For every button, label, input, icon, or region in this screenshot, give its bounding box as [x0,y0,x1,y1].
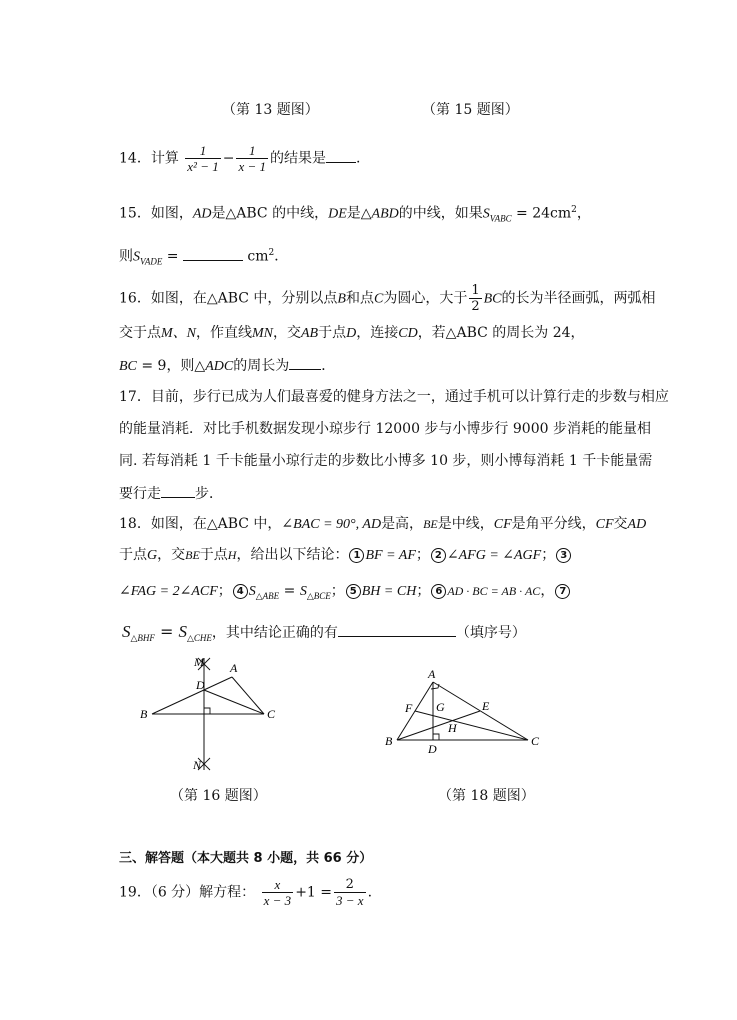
point-h: H [227,548,237,562]
q16-text: ，连接 [356,325,399,341]
fraction-1 [185,143,220,174]
area-symbol: S [122,622,131,641]
q16-text: 和点 [345,290,374,307]
frac-num: 2 [345,877,354,892]
area-value: = 24cm [511,205,572,222]
point-g: G [147,548,158,563]
q16-text: 如图，在△ABC 中，分别以点 [150,290,338,307]
unit: cm [242,248,269,265]
answer-blank[interactable] [326,148,356,163]
fraction-1 [262,877,294,908]
conclusion-3: ∠FAG = 2∠ACF [119,584,218,599]
answer-blank[interactable] [289,355,321,370]
question-18-line4 [122,622,526,648]
question-15-line1 [119,200,591,228]
equals: = [279,583,300,599]
label-b: B [140,707,148,721]
q16-text: 的周长为 [233,358,290,374]
area-symbol: S [248,584,256,599]
superscript: 2 [571,205,577,215]
conclusion-1: BF = AF [365,548,416,563]
plus-one-equals: +1 = [295,884,333,901]
q15-text: 是△ABC 的中线， [211,205,329,222]
answer-blank[interactable] [338,622,456,637]
q18-text: （填序号） [455,625,526,641]
segment-cf [415,711,528,740]
segment-ba [152,677,232,714]
right-angle-d [433,734,439,740]
period: ． [321,358,336,374]
period: . [356,150,361,167]
question-number: 17． [119,389,151,405]
caption-fig18: （第 18 题图） [438,788,535,804]
equals: = [162,248,183,265]
superscript: 2 [268,248,275,258]
circled-number-1: 1 [349,548,364,563]
q15-text: 是△ [346,205,372,222]
label-h: H [448,721,457,735]
angle-bac-condition: ∠BAC = 90°, AD [281,517,382,532]
triangle-abd: ABD [371,206,399,222]
question-18-line3 [119,581,571,606]
circled-number-5: 5 [346,584,361,599]
q18-text: 是角平分线， [511,516,596,532]
points-mn: M、N [161,326,196,341]
question-number: 19． [119,884,151,901]
label-e: E [482,699,490,713]
q16-text: ，则△ [166,358,206,374]
area-symbol: S [133,249,140,265]
frac-den: x − 3 [263,893,292,908]
question-16-line1 [119,283,656,314]
segment-bc: BC [119,359,137,374]
q17-text: 要行走 [119,486,161,502]
label-c: C [531,734,540,748]
segment-ac [232,677,264,714]
section-3-title: 三、解答题（本大题共 8 小题，共 66 分） [119,851,373,866]
q18-text: ，其中结论正确的有 [211,625,338,641]
circled-number-4: 4 [233,584,248,599]
frac-den: x² − 1 [187,159,219,174]
q17-text: 步． [195,486,223,502]
period: ． [274,248,289,265]
area-subscript: △CHE [187,632,212,643]
caption-fig15: （第 15 题图） [422,102,519,118]
area-subscript: VADE [140,256,163,267]
segment-be [397,711,480,740]
point-c: C [373,291,384,307]
point-b: B [337,291,346,307]
q18-text: 于点 [199,547,228,563]
q18-text: ，交 [157,547,186,563]
q16-text: ，若△ABC 的周长为 24， [417,325,585,341]
q18-text: 如图，在△ABC 中， [150,516,282,532]
caption-fig13: （第 13 题图） [222,102,319,118]
circled-number-2: 2 [431,548,446,563]
point-d: D [346,326,357,341]
triangle-adc: ADC [205,359,234,374]
answer-blank[interactable] [183,246,243,261]
frac-den: 2 [471,299,480,314]
question-number: 15． [119,205,151,222]
frac-num: 1 [471,283,480,298]
segment-cd: CD [398,326,418,341]
area-symbol: S [178,622,187,641]
figure-16 [130,652,290,780]
fraction-2 [334,877,366,908]
circled-number-6: 6 [431,584,446,599]
area-symbol: S [482,206,490,222]
q19-text: （6 分）解方程： [150,884,256,901]
question-17-line2: 的能量消耗．对比手机数据发现小琼步行 12000 步与小博步行 9000 步消耗的能量相 [119,421,651,437]
question-14 [119,143,360,174]
question-16-line2 [119,323,585,344]
circled-number-7: 7 [555,584,570,599]
conclusion-6: AD · BC = AB · AC [447,584,541,598]
label-a: A [428,667,436,681]
question-18-line1 [119,514,646,535]
frac-num: 1 [199,143,207,158]
segment-ad: AD [627,517,647,532]
fraction-half [469,283,481,314]
area-subscript: VABC [489,213,512,224]
question-15-line2 [119,243,288,271]
q15-text: 的中线，如果 [398,205,483,222]
q16-text: 为圆心，大于 [383,290,468,307]
q18-text: ，给出以下结论： [236,547,349,563]
q16-text: 交于点 [119,325,161,341]
question-19 [119,877,372,908]
area-subscript: △ABE [255,590,280,601]
conclusion-5: BH = CH [361,584,417,599]
q16-text: ，交 [273,325,301,341]
q18-text: 是中线， [437,516,494,532]
label-f: F [405,701,413,715]
q15-text: 如图， [150,205,193,222]
segment-cd [204,690,264,714]
area-subscript: △BCE [306,590,331,601]
segment-cf: CF [595,517,614,532]
comma: ， [540,583,555,599]
area-subscript: △BHF [130,632,155,643]
segment-ad: AD [192,206,212,222]
question-17-line3: 同. 若每消耗 1 千卡能量小琼行走的步数比小博多 10 步，则小博每消耗 1 千卡能量需 [119,453,653,469]
label-a: A [230,661,238,675]
question-number: 18． [119,516,151,532]
frac-num: x [274,877,281,892]
circled-number-3: 3 [556,548,571,563]
label-m: M [194,655,204,669]
question-number: 14． [119,150,151,167]
q16-text: ，作直线 [196,325,252,341]
label-g: G [436,700,445,714]
q16-text: 的长为半径画弧，两弧相 [501,290,656,307]
question-16-line3 [119,355,335,377]
fraction-2 [236,143,268,174]
conclusion-2: ∠AFG = ∠AGF [446,548,542,563]
segment-bc: BC [483,291,502,307]
separator: ； [415,547,430,563]
comma: ， [576,205,591,222]
q17-text: 目前，步行已成为人们最喜爱的健身方法之一，通过手机可以计算行走的步数与相应 [150,389,669,405]
equals: = [154,622,179,641]
figure-18 [378,664,548,756]
q16-text: 于点 [318,325,347,341]
right-angle-mark [204,708,210,714]
q18-text: 是高， [381,516,424,532]
separator: ； [416,583,431,599]
q18-text: 交 [613,516,628,532]
separator: ； [217,583,232,599]
question-17-line1 [119,387,669,407]
question-18-line2 [119,545,572,566]
segment-be: BE [423,517,438,531]
line-mn: MN [252,326,273,341]
label-c: C [267,707,276,721]
bc-value: = 9 [136,358,167,374]
segment-de: DE [328,206,347,222]
frac-den: x − 1 [238,159,267,174]
q14-text-b: 的结果是 [270,150,327,167]
q14-text: 计算 [150,150,179,167]
period: . [367,884,373,901]
segment-cf: CF [493,517,512,532]
label-b: B [385,734,393,748]
q15-text: 则 [119,248,133,265]
label-n: N [193,758,202,772]
question-number: 16． [119,290,151,307]
label-d: D [428,742,437,756]
caption-fig16: （第 16 题图） [170,788,267,804]
minus-sign: − [222,150,235,167]
frac-num: 1 [248,143,256,158]
area-symbol: S [299,584,307,599]
question-17-line4 [119,483,223,504]
q18-text: 于点 [119,547,147,563]
segment-ab: AB [301,326,319,341]
segment-be: BE [185,548,200,562]
separator: ； [541,547,556,563]
answer-blank[interactable] [161,483,195,498]
label-d: D [196,678,205,692]
separator: ； [330,583,345,599]
frac-den: 3 − x [336,893,364,908]
